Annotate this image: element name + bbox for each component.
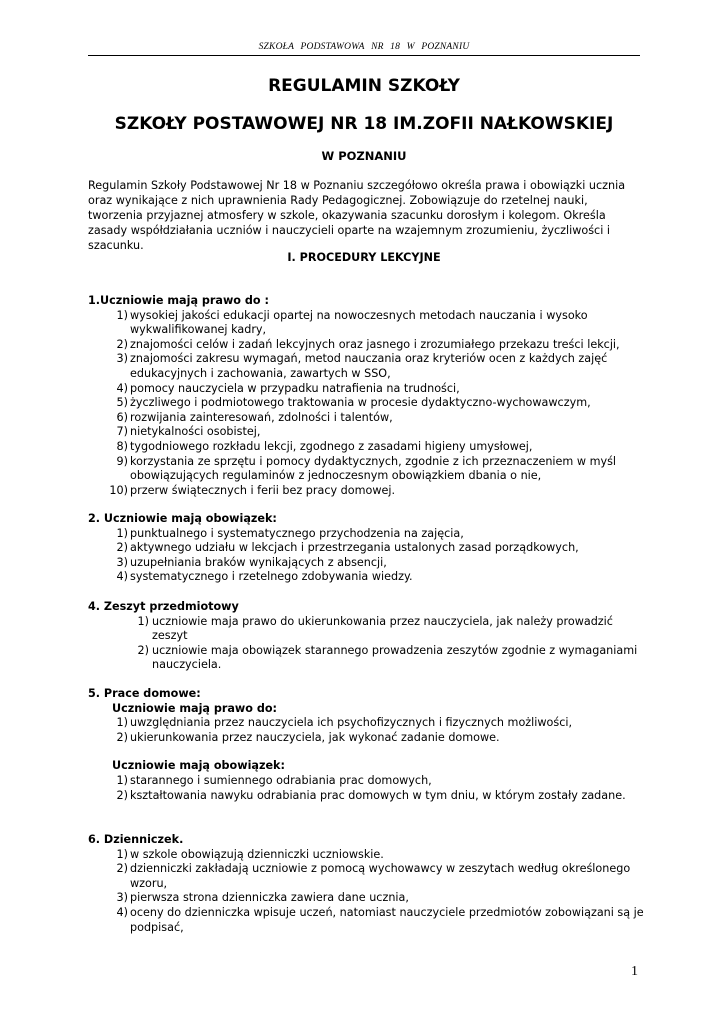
item-number: 4) <box>116 570 128 584</box>
item-text: korzystania ze sprzętu i pomocy dydaktycznych, zgodnie z ich przeznaczeniem w myśl obowiązujących regulaminów z jednoczesnym obowiązkiem dbania o nie, <box>130 454 617 483</box>
item-text: aktywnego udziału w lekcjach i przestrzegania ustalonych zasad porządkowych, <box>130 541 579 555</box>
list-item <box>88 338 648 353</box>
item-number: 5) <box>116 396 128 410</box>
list-item <box>88 789 648 804</box>
item-text: uzupełniania braków wynikających z absencji, <box>130 555 387 569</box>
list-item <box>88 774 648 789</box>
notebook-list <box>88 615 648 673</box>
list-item <box>88 862 648 891</box>
item-text: systematycznego i rzetelnego zdobywania wiedzy. <box>130 570 413 584</box>
list-item <box>88 716 648 731</box>
section-title: I. PROCEDURY LEKCYJNE <box>287 251 441 264</box>
rights-section <box>88 294 648 498</box>
homework-section <box>88 687 648 803</box>
item-text: wysokiej jakości edukacji opartej na nowoczesnych metodach nauczania i wysoko wykwalifikowanej kadry, <box>130 308 588 337</box>
rights-heading: 1.Uczniowie mają prawo do : <box>88 294 269 307</box>
item-number: 9) <box>116 454 128 468</box>
list-item <box>88 440 648 455</box>
item-text: pomocy nauczyciela w przypadku natrafienia na trudności, <box>130 381 460 395</box>
item-number: 2) <box>116 541 128 555</box>
list-item <box>88 382 648 397</box>
item-text: znajomości celów i zadań lekcyjnych oraz jasnego i zrozumiałego przekazu treści lekcji, <box>130 337 620 351</box>
page-number: 1 <box>631 964 638 979</box>
duties-section <box>88 512 648 585</box>
item-text: przerw świątecznych i ferii bez pracy domowej. <box>130 483 396 497</box>
city-subtitle: W POZNANIU <box>321 149 407 163</box>
item-text: nietykalności osobistej, <box>130 425 261 439</box>
list-item <box>88 425 648 440</box>
list-item <box>88 309 648 338</box>
list-item <box>88 906 648 935</box>
notebook-section <box>88 600 648 673</box>
item-text: starannego i sumiennego odrabiania prac domowych, <box>130 773 432 787</box>
list-item <box>88 396 648 411</box>
item-text: uczniowie maja prawo do ukierunkowania przez nauczyciela, jak należy prowadzić zeszyt <box>152 614 613 643</box>
duties-heading: 2. Uczniowie mają obowiązek: <box>88 512 277 525</box>
header-rule <box>88 55 640 56</box>
homework-rights-list <box>88 716 648 745</box>
item-text: życzliwego i podmiotowego traktowania w procesie dydaktyczno-wychowawczym, <box>130 396 591 410</box>
list-item <box>88 527 648 542</box>
list-item <box>88 411 648 426</box>
duties-list <box>88 527 648 585</box>
item-number: 3) <box>116 555 128 569</box>
item-number: 2) <box>116 788 128 802</box>
item-number: 1) <box>116 716 128 730</box>
item-text: uczniowie maja obowiązek starannego prowadzenia zeszytów zgodnie z wymaganiami nauczyciela. <box>152 643 638 672</box>
list-item <box>88 352 648 381</box>
list-item <box>88 541 648 556</box>
item-text: pierwsza strona dzienniczka zawiera dane ucznia, <box>130 891 409 905</box>
notebook-heading: 4. Zeszyt przedmiotowy <box>88 600 239 613</box>
item-text: rozwijania zainteresowań, zdolności i talentów, <box>130 410 393 424</box>
item-number: 1) <box>116 847 128 861</box>
homework-duties-list <box>88 774 648 803</box>
homework-duties-heading: Uczniowie mają obowiązek: <box>112 759 285 773</box>
item-number: 2) <box>137 643 149 657</box>
item-number: 2) <box>116 337 128 351</box>
item-number: 3) <box>116 891 128 905</box>
homework-heading: 5. Prace domowe: <box>88 687 201 700</box>
running-header: SZKOŁA PODSTAWOWA NR 18 W POZNANIU <box>258 42 470 52</box>
item-text: ukierunkowania przez nauczyciela, jak wykonać zadanie domowe. <box>130 730 500 744</box>
item-number: 6) <box>116 410 128 424</box>
diary-heading: 6. Dzienniczek. <box>88 833 184 846</box>
item-number: 1) <box>116 773 128 787</box>
item-number: 4) <box>116 381 128 395</box>
item-number: 1) <box>137 614 149 628</box>
homework-rights-heading: Uczniowie mają prawo do: <box>112 701 278 715</box>
item-number: 10) <box>109 483 128 497</box>
school-name-title: SZKOŁY POSTAWOWEJ NR 18 IM.ZOFII NAŁKOWSKIEJ <box>114 114 614 134</box>
list-item <box>88 455 648 484</box>
list-item <box>88 615 648 644</box>
list-item <box>88 848 648 863</box>
item-number: 1) <box>116 308 128 322</box>
item-number: 3) <box>116 352 128 366</box>
item-number: 7) <box>116 425 128 439</box>
item-number: 2) <box>116 862 128 876</box>
list-item <box>88 731 648 746</box>
item-text: punktualnego i systematycznego przychodzenia na zajęcia, <box>130 526 464 540</box>
rights-list <box>88 309 648 499</box>
item-number: 1) <box>116 526 128 540</box>
item-number: 8) <box>116 439 128 453</box>
item-text: w szkole obowiązują dzienniczki uczniowskie. <box>130 847 384 861</box>
list-item <box>88 570 648 585</box>
document-title: REGULAMIN SZKOŁY <box>268 76 460 96</box>
item-text: tygodniowego rozkładu lekcji, zgodnego z zasadami higieny umysłowej, <box>130 439 533 453</box>
diary-list <box>88 848 648 936</box>
list-item <box>88 484 648 499</box>
item-text: kształtowania nawyku odrabiania prac domowych w tym dniu, w którym zostały zadane. <box>130 788 626 802</box>
item-number: 2) <box>116 730 128 744</box>
diary-section <box>88 833 648 935</box>
item-text: oceny do dzienniczka wpisuje uczeń, natomiast nauczyciele przedmiotów zobowiązani są je podpisać, <box>130 905 644 934</box>
list-item <box>88 891 648 906</box>
list-item <box>88 644 648 673</box>
list-item <box>88 556 648 571</box>
item-number: 4) <box>116 905 128 919</box>
intro-paragraph: Regulamin Szkoły Podstawowej Nr 18 w Poznaniu szczegółowo określa prawa i obowiązki ucznia oraz wynikające z nich uprawnienia Rady Pedagogicznej. Zobowiązuje do rzetelnej nauki, tworzenia przyjaznej atmosfery w szkole, okazywania szacunku dorosłym i kolegom. Określa zasady współdziałania uczniów i nauczycieli oparte na wzajemnym zrozumieniu, życzliwości i szacunku. <box>88 179 626 252</box>
item-text: uwzględniania przez nauczyciela ich psychofizycznych i fizycznych możliwości, <box>130 716 573 730</box>
item-text: znajomości zakresu wymagań, metod nauczania oraz kryteriów ocen z każdych zajęć edukacyjnych i zachowania, zawartych w SSO, <box>130 352 608 380</box>
item-text: dzienniczki zakładają uczniowie z pomocą wychowawcy w zeszytach według określonego wzoru, <box>130 862 631 890</box>
